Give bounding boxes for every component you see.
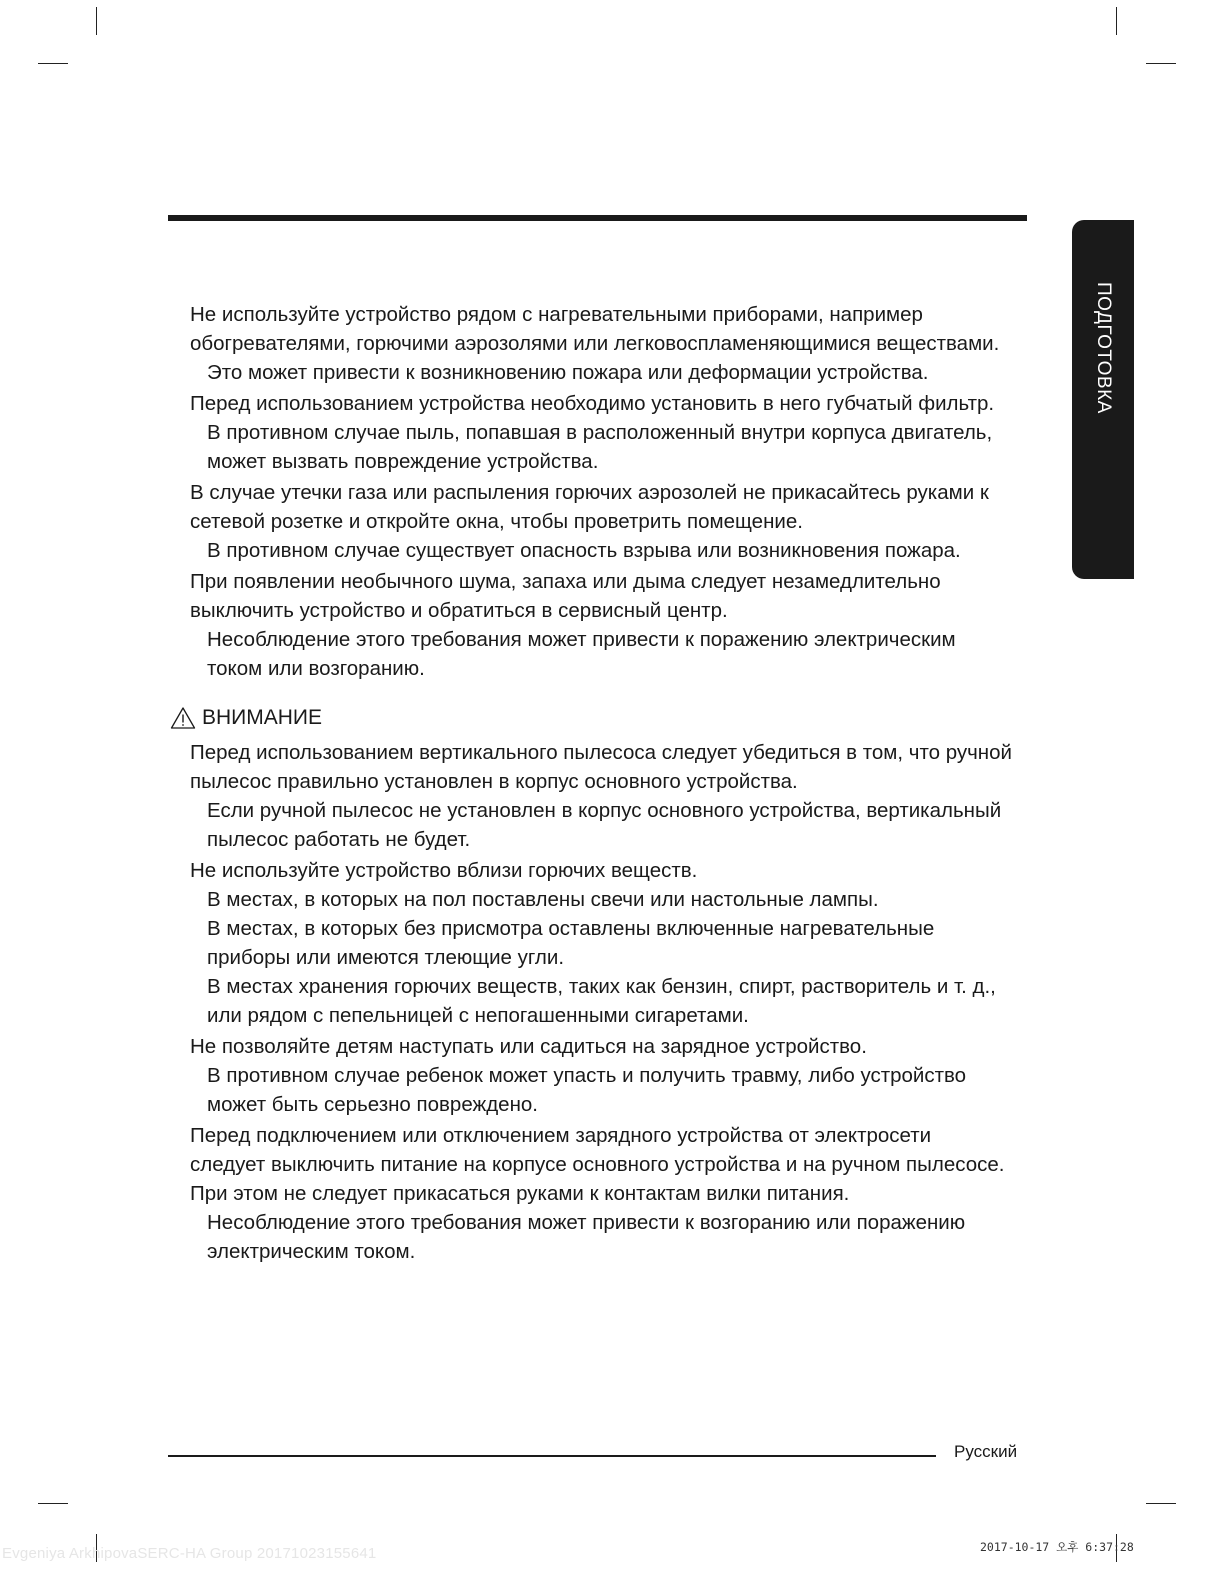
caution-heading-text: ВНИМАНИЕ bbox=[202, 706, 323, 729]
instruction-note-text: В противном случае ребенок может упасть и получить травму, либо устройство bbox=[207, 1064, 967, 1087]
instruction-note bbox=[190, 418, 1040, 476]
instruction-item bbox=[190, 856, 1040, 1030]
instruction-text: Не используйте устройство вблизи горючих веществ. bbox=[190, 859, 698, 882]
instruction-item bbox=[190, 1121, 1040, 1266]
instruction-text: следует выключить питание на корпусе основного устройства и на ручном пылесосе. bbox=[190, 1153, 1005, 1176]
footer-rule bbox=[168, 1455, 936, 1457]
instruction-note-text: приборы или имеются тлеющие угли. bbox=[207, 946, 565, 969]
instruction-note-text: В противном случае существует опасность взрыва или возникновения пожара. bbox=[207, 539, 961, 562]
instruction-note-text: Несоблюдение этого требования может привести к возгоранию или поражению bbox=[207, 1211, 966, 1234]
page-language: Русский bbox=[954, 1442, 1018, 1461]
instruction-text: При этом не следует прикасаться руками к контактам вилки питания. bbox=[190, 1182, 850, 1205]
instruction-note-text: Несоблюдение этого требования может привести к поражению электрическим bbox=[207, 628, 956, 651]
instruction-note-text: В местах, в которых на пол поставлены свечи или настольные лампы. bbox=[207, 888, 879, 911]
instruction-text: пылесос правильно установлен в корпус основного устройства. bbox=[190, 770, 798, 793]
instruction-text: Перед использованием вертикального пылесоса следует убедиться в том, что ручной bbox=[190, 741, 1012, 764]
instruction-note bbox=[190, 885, 1040, 914]
instruction-note bbox=[190, 1208, 1040, 1266]
instruction-note-text: В местах хранения горючих веществ, таких как бензин, спирт, растворитель и т. д., bbox=[207, 975, 996, 998]
warning-list bbox=[190, 300, 1040, 685]
instruction-item bbox=[190, 738, 1040, 854]
instruction-text: выключить устройство и обратиться в сервисный центр. bbox=[190, 599, 728, 622]
instruction-item bbox=[190, 1032, 1040, 1119]
print-timestamp: 2017-10-17 오후 6:37:28 bbox=[980, 1540, 1134, 1554]
instruction-note bbox=[190, 914, 1040, 972]
chapter-side-tab-label: ПОДГОТОВКА bbox=[1093, 282, 1114, 414]
crop-mark bbox=[1146, 63, 1176, 64]
crop-mark bbox=[38, 63, 68, 64]
crop-mark bbox=[96, 7, 97, 35]
crop-mark bbox=[38, 1503, 68, 1504]
instruction-note-text: электрическим током. bbox=[207, 1240, 416, 1263]
caution-list bbox=[190, 738, 1040, 1268]
instruction-text: При появлении необычного шума, запаха или дыма следует незамедлительно bbox=[190, 570, 941, 593]
section-top-rule bbox=[168, 215, 1027, 221]
instruction-note-text: может быть серьезно повреждено. bbox=[207, 1093, 538, 1116]
instruction-note-text: Если ручной пылесос не установлен в корпус основного устройства, вертикальный bbox=[207, 799, 1002, 822]
instruction-text: сетевой розетке и откройте окна, чтобы проветрить помещение. bbox=[190, 510, 803, 533]
instruction-text: Перед подключением или отключением зарядного устройства от электросети bbox=[190, 1124, 932, 1147]
instruction-text: Перед использованием устройства необходимо установить в него губчатый фильтр. bbox=[190, 392, 995, 415]
instruction-note bbox=[190, 358, 1040, 387]
warning-triangle-icon bbox=[170, 706, 196, 730]
instruction-item bbox=[190, 300, 1040, 387]
instruction-note bbox=[190, 1061, 1040, 1119]
instruction-note bbox=[190, 625, 1040, 683]
instruction-note-text: Это может привести к возникновению пожара или деформации устройства. bbox=[207, 361, 929, 384]
crop-mark bbox=[1146, 1503, 1176, 1504]
instruction-text: В случае утечки газа или распыления горючих аэрозолей не прикасайтесь руками к bbox=[190, 481, 989, 504]
instruction-note-text: может вызвать повреждение устройства. bbox=[207, 450, 599, 473]
instruction-item bbox=[190, 478, 1040, 565]
instruction-text: обогревателями, горючими аэрозолями или легковоспламеняющимися веществами. bbox=[190, 332, 1000, 355]
instruction-item bbox=[190, 389, 1040, 476]
instruction-note-text: В местах, в которых без присмотра оставлены включенные нагревательные bbox=[207, 917, 935, 940]
instruction-note-text: или рядом с пепельницей с непогашенными сигаретами. bbox=[207, 1004, 749, 1027]
instruction-text: Не позволяйте детям наступать или садиться на зарядное устройство. bbox=[190, 1035, 867, 1058]
caution-heading bbox=[170, 703, 322, 732]
instruction-note bbox=[190, 796, 1040, 854]
instruction-note bbox=[190, 536, 1040, 565]
instruction-note-text: пылесос работать не будет. bbox=[207, 828, 471, 851]
instruction-note-text: током или возгоранию. bbox=[207, 657, 425, 680]
print-watermark: Evgeniya ArkhipovaSERC-HA Group 20171023155641 bbox=[2, 1545, 377, 1562]
chapter-side-tab bbox=[1072, 220, 1134, 579]
instruction-text: Не используйте устройство рядом с нагревательными приборами, например bbox=[190, 303, 923, 326]
instruction-note bbox=[190, 972, 1040, 1030]
instruction-note-text: В противном случае пыль, попавшая в расположенный внутри корпуса двигатель, bbox=[207, 421, 993, 444]
crop-mark bbox=[1116, 7, 1117, 35]
instruction-item bbox=[190, 567, 1040, 683]
